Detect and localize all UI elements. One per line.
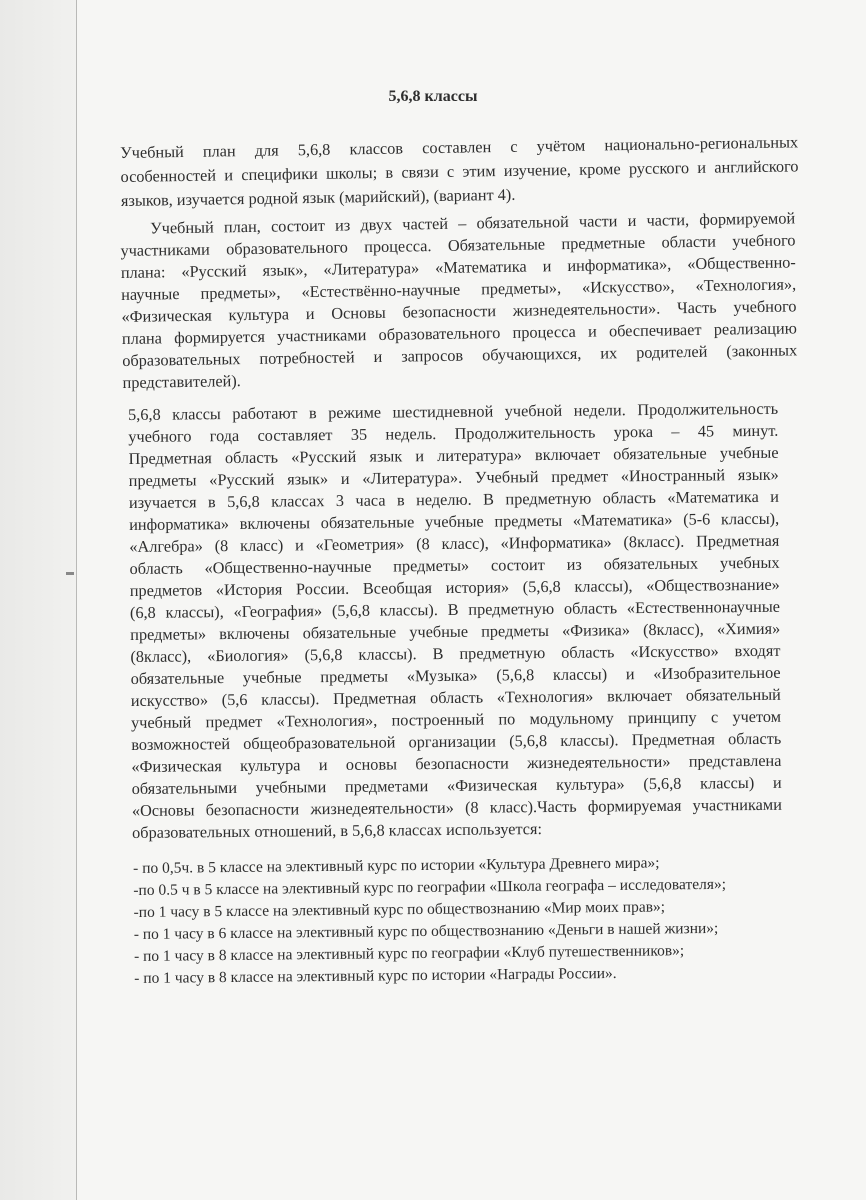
text-line: особенностей и специфики школы; в связи с этим изучение, кроме русского и английского	[120, 156, 799, 186]
text-line: плана формируется участниками образовательного процесса и обеспечивает реализацию	[121, 318, 797, 348]
text-line: искусство» (5,6 классы). Предметная область «Технология» включает обязательный	[130, 684, 781, 710]
text-line: Учебный план, состоит из двух частей – обязательной части и части, формируемой	[150, 208, 796, 238]
paragraph-structure	[120, 207, 798, 394]
text-line: (8класс), «Биология» (5,6,8 классы). В предметную область «Искусство» входят	[130, 640, 781, 666]
text-line: обязательными учебными предметами «Физическая культура» (5,6,8 классы) и	[131, 772, 782, 798]
document-title: 5,6,8 классы	[388, 88, 478, 105]
text-line: плана: «Русский язык», «Литература» «Математика и информатика», «Общественно-	[120, 252, 796, 282]
paragraph-subjects	[128, 398, 782, 844]
text-line: учебный предмет «Технология», построенный по модульному принципу с учетом	[130, 706, 782, 732]
text-line: образовательных отношений, в 5,6,8 классах используется:	[132, 819, 543, 842]
text-line: участниками образовательного процесса. Обязательные предметные области учебного	[120, 230, 796, 260]
elective-courses-list	[133, 852, 727, 990]
paragraph-intro	[120, 130, 799, 213]
page-fold-edge	[0, 0, 77, 1200]
text-line: научные предметы», «Естествённо-научные предметы», «Искусство», «Технология»,	[121, 274, 797, 304]
text-line: Предметная область «Русский язык и литература» включает обязательные учебные	[128, 442, 779, 468]
text-line: возможностей общеобразовательной организации (5,6,8 классы). Предметная область	[131, 728, 782, 754]
text-line: предметов «История России. Всеобщая история» (5,6,8 классы), «Обществознание»	[129, 574, 780, 600]
list-item: - по 0,5ч. в 5 классе на элективный курс по истории «Культура Древнего мира»;	[133, 854, 660, 877]
text-line: образовательных потребностей и запросов обучающихся, их родителей (законных	[122, 340, 798, 370]
list-item: -по 1 часу в 5 классе на элективный курс по обществознанию «Мир моих прав»;	[133, 898, 666, 921]
list-item: -по 0.5 ч в 5 классе на элективный курс по географии «Школа географа – исследователя»;	[133, 875, 727, 899]
scan-mark	[66, 572, 74, 575]
text-line: информатика» включены обязательные учебные предметы «Математика» (5-6 классы),	[129, 508, 780, 534]
text-line: обязательные учебные предметы «Музыка» (5,6,8 классы) и «Изобразительное	[130, 662, 781, 688]
text-line: Учебный план для 5,6,8 классов составлен с учётом национально-региональных	[120, 132, 799, 162]
list-item: - по 1 часу в 8 классе на элективный курс по истории «Награды России».	[134, 964, 617, 987]
text-line: «Основы безопасности жизнедеятельности» (8 класс).Часть формируемая участниками	[131, 794, 782, 820]
text-line: предметы «Русский язык» и «Литература». Учебный предмет «Иностранный язык»	[128, 464, 779, 490]
text-line: (6,8 классы), «География» (5,6,8 классы). В предметную область «Естественнонаучные	[129, 596, 781, 622]
text-line: представителей).	[122, 371, 241, 392]
text-line: учебного года составляет 35 недель. Продолжительность урока – 45 минут.	[128, 420, 779, 446]
text-line: изучается в 5,6,8 классах 3 часа в неделю. В предметную область «Математика и	[128, 486, 780, 512]
text-line: область «Общественно-научные предметы» состоит из обязательных учебных	[129, 552, 780, 578]
text-line: языков, изучается родной язык (марийский), (вариант 4).	[120, 184, 516, 210]
list-item: - по 1 часу в 6 классе на элективный курс по обществознанию «Деньги в нашей жизни»;	[133, 919, 719, 943]
text-line: «Физическая культура и основы безопасности жизнедеятельности» представлена	[131, 750, 782, 776]
text-line: «Физическая культура и Основы безопасности жизнедеятельности». Часть учебного	[121, 296, 797, 326]
list-item: - по 1 часу в 8 классе на элективный курс по географии «Клуб путешественников»;	[133, 942, 685, 965]
text-line: предметы» включены обязательные учебные предметы «Физика» (8класс), «Химия»	[130, 618, 781, 644]
text-line: «Алгебра» (8 класс) и «Геометрия» (8 класс), «Информатика» (8класс). Предметная	[129, 530, 780, 556]
text-line: 5,6,8 классы работают в режиме шестидневной учебной недели. Продолжительность	[128, 398, 779, 424]
